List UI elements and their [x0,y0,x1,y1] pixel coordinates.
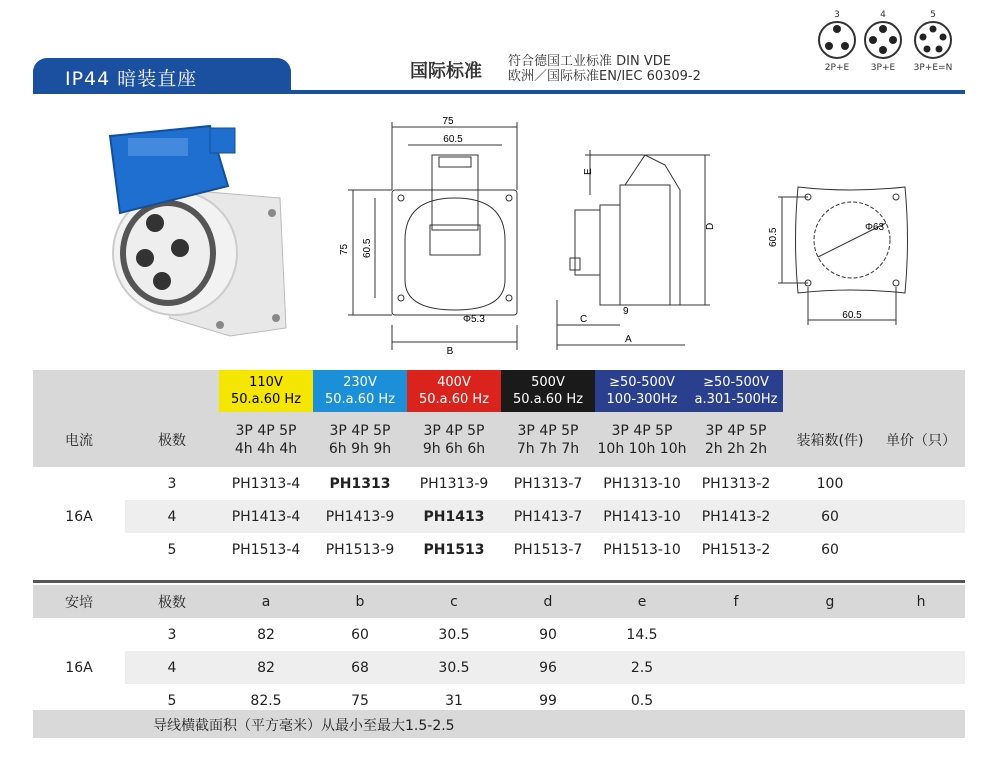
price-cell [877,533,965,566]
dim-value: 30.5 [438,659,470,676]
dim-value: 90 [539,626,557,643]
dim-60-5: 60.5 [842,310,862,321]
pin-3-icon [817,20,857,60]
pin-config-4 [858,10,908,73]
section-tab [33,58,291,94]
dim-75-vertical: 75 [339,243,350,255]
col-pins: 3P 4P 5P 10h 10h 10h [597,422,687,457]
dim-60-5-vertical: 60.5 [768,227,779,247]
table-row [33,467,965,500]
price-cell [877,500,965,533]
amp-cell: 16A [33,618,125,717]
wire-section-text: 导线横截面积（平方毫米）从最小至最大1.5-2.5 [153,718,455,734]
dim-c: C [580,314,588,325]
dim-col-header: f [733,593,739,610]
dim-value: 68 [351,659,369,676]
model-code: PH1513-9 [325,541,395,558]
dim-value [689,618,783,651]
dim-value: 82 [257,659,275,676]
col-qty: 装箱数(件) [796,432,864,449]
pin-label: 3P+E [870,63,896,73]
dim-col-header: a [261,593,271,610]
qty-cell: 60 [821,541,839,558]
dim-value: 75 [351,692,369,709]
model-code: PH1413-2 [701,508,771,525]
dimension-table [33,585,965,717]
dim-a: A [625,334,632,345]
standard-text [508,54,701,84]
dim-value: 14.5 [626,626,658,643]
header-rule [33,90,965,94]
pin-config-5 [908,10,958,73]
model-code: PH1313-4 [231,475,301,492]
voltage-header-row [33,370,965,412]
voltage-400: 400V 50.a.60 Hz [407,370,501,412]
model-code: PH1513 [423,541,485,558]
dim-col-header: 安培 [65,594,93,611]
front-view-drawing [335,110,535,355]
pole-cell: 5 [167,541,177,558]
dim-value: 60 [351,626,369,643]
col-pins: 3P 4P 5P 2h 2h 2h [704,422,768,457]
dim-value: 3 [167,626,177,643]
model-code: PH1413-10 [603,508,681,525]
dim-60-5: 60.5 [443,134,463,145]
model-code: PH1313-9 [419,475,489,492]
pole-cell: 3 [167,475,177,492]
model-code: PH1313-10 [603,475,681,492]
model-table [33,370,965,566]
dim-value: 2.5 [630,659,654,676]
standard-line-1: 符合德国工业标准 DIN VDE [508,54,671,69]
voltage-50-500-low: ≥50-500V 100-300Hz [595,370,689,412]
dim-b: B [446,346,454,355]
col-poles: 极数 [158,432,186,449]
dim-col-header: 极数 [158,594,186,611]
wire-section-note [33,710,965,738]
model-code: PH1513-4 [231,541,301,558]
model-code: PH1513-2 [701,541,771,558]
dim-value: 82.5 [250,692,282,709]
model-code: PH1413-9 [325,508,395,525]
table-separator [33,580,965,583]
pin-count: 4 [880,10,886,20]
model-code: PH1313-2 [701,475,771,492]
pin-label: 2P+E [824,63,850,73]
col-pins: 3P 4P 5P 7h 7h 7h [516,422,580,457]
voltage-500: 500V 50.a.60 Hz [501,370,595,412]
dim-value: 30.5 [438,626,470,643]
model-code: PH1313 [329,475,391,492]
model-code: PH1513-10 [603,541,681,558]
table-row [33,533,965,566]
model-code: PH1413-7 [513,508,583,525]
col-price: 单价（只） [886,432,956,449]
dim-col-header: e [637,593,647,610]
pin-5-icon [913,20,953,60]
dim-col-header: h [916,593,926,610]
side-view-drawing [545,140,725,350]
dim-col-header: g [825,593,835,610]
pin-count: 5 [930,10,936,20]
dim-diameter-63: Φ63 [865,222,885,233]
col-pins: 3P 4P 5P 9h 6h 6h [422,422,486,457]
amp-cell: 16A [33,467,125,566]
dim-col-header: d [543,593,553,610]
dim-value: 96 [539,659,557,676]
voltage-110: 110V 50.a.60 Hz [219,370,313,412]
dim-value: 82 [257,626,275,643]
model-code: PH1513-7 [513,541,583,558]
dim-col-header: b [355,593,365,610]
col-pins: 3P 4P 5P 4h 4h 4h [234,422,298,457]
standard-title: 国际标准 [410,61,482,82]
dim-value: 5 [167,692,177,709]
table-row [33,651,965,684]
pin-label: 3P+E=N [913,63,953,73]
dim-value [689,651,783,684]
pin-config-3 [812,10,862,73]
mounting-view-drawing [760,175,945,330]
pole-cell: 4 [167,508,177,525]
model-code: PH1313-7 [513,475,583,492]
dim-value: 99 [539,692,557,709]
pin-4-icon [863,20,903,60]
qty-cell: 60 [821,508,839,525]
dim-hole: Φ5.3 [463,314,485,325]
pin-count: 3 [834,10,840,20]
col-current: 电流 [65,432,93,449]
table-row [33,500,965,533]
dim-col-header: c [450,593,458,610]
dim-value [783,618,877,651]
dim-value [877,618,965,651]
dim-d: D [705,222,716,230]
model-code: PH1413 [423,508,485,525]
dim-e: E [583,168,594,175]
dim-value: 4 [167,659,177,676]
standard-line-2: 欧洲／国际标准EN/IEC 60309-2 [508,69,701,84]
voltage-230: 230V 50.a.60 Hz [313,370,407,412]
table-row [33,618,965,651]
column-header-row [33,412,965,467]
dim-value: 0.5 [630,692,654,709]
section-title: IP44 暗装直座 [65,68,198,90]
dim-60-5-vertical: 60.5 [362,238,373,258]
col-pins: 3P 4P 5P 6h 9h 9h [328,422,392,457]
model-code: PH1413-4 [231,508,301,525]
dim-9: 9 [623,306,629,317]
price-cell [877,467,965,500]
dim-value [783,651,877,684]
socket-product-image [100,118,300,338]
dim-75: 75 [442,116,454,127]
dim-value [877,651,965,684]
dim-value: 31 [445,692,463,709]
voltage-50-500-high: ≥50-500V a.301-500Hz [689,370,783,412]
qty-cell: 100 [816,475,844,492]
dimension-header-row [33,585,965,618]
